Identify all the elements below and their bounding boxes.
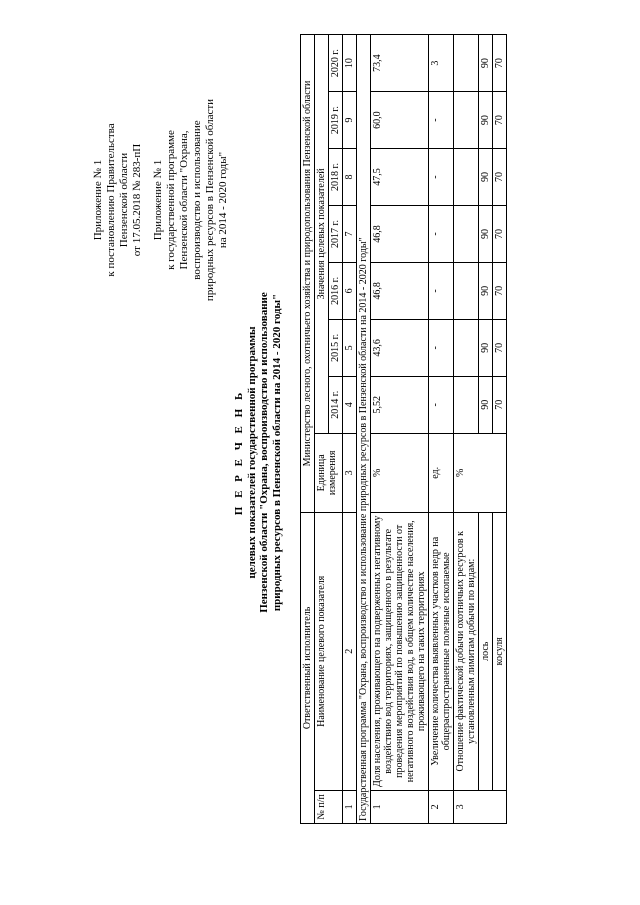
header-year: 2020 г. <box>329 35 343 92</box>
unit: % <box>454 433 507 512</box>
value-cell: 70 <box>493 35 507 92</box>
document-title <box>233 0 283 905</box>
column-number: 9 <box>343 92 357 149</box>
value-cell: - <box>429 262 454 319</box>
indicator-name: Доля населения, проживающего на подверженных негативному воздействию вод территориях, защищенного в результате проведения мероприятий по повышению защищенности от негативного воздействия вод, в общем количестве населения, проживающего на таких территориях <box>371 512 429 790</box>
header-year: 2016 г. <box>329 262 343 319</box>
appendix-line: Приложение № 1 <box>92 159 104 241</box>
column-number-row <box>343 35 357 824</box>
header-year: 2018 г. <box>329 149 343 206</box>
value-cell: 43,6 <box>371 319 429 376</box>
header-number: № п/п <box>315 790 343 823</box>
column-number: 5 <box>343 319 357 376</box>
value-cell: 70 <box>493 206 507 263</box>
header-year: 2015 г. <box>329 319 343 376</box>
value-cell: 70 <box>493 262 507 319</box>
header-unit: Единица измерения <box>315 433 343 512</box>
appendix-line: к государственной программе <box>165 130 177 270</box>
value-cell: 73,4 <box>371 35 429 92</box>
value-cell <box>454 319 479 376</box>
value-cell: 90 <box>479 35 493 92</box>
header-indicator-name: Наименование целевого показателя <box>315 512 343 790</box>
appendix-line: Пензенской области "Охрана, <box>178 130 190 270</box>
table-row <box>371 35 429 824</box>
column-number: 4 <box>343 376 357 433</box>
value-cell: - <box>429 319 454 376</box>
value-cell: 46,8 <box>371 206 429 263</box>
value-cell: - <box>429 149 454 206</box>
value-cell: 70 <box>493 319 507 376</box>
appendix-line: Пензенской области <box>118 152 130 248</box>
appendix-line: природных ресурсов в Пензенской области <box>204 98 216 302</box>
value-cell <box>454 376 479 433</box>
value-cell: 90 <box>479 376 493 433</box>
value-cell: 70 <box>493 376 507 433</box>
value-cell: 90 <box>479 149 493 206</box>
table-row <box>479 35 493 824</box>
header-year: 2017 г. <box>329 206 343 263</box>
column-number: 8 <box>343 149 357 206</box>
appendix-header-program <box>152 85 230 315</box>
value-cell: 5,52 <box>371 376 429 433</box>
column-number: 6 <box>343 262 357 319</box>
row-number: 3 <box>454 790 507 823</box>
title-line: целевых показателей государственной программы <box>245 326 258 579</box>
value-cell: 70 <box>493 92 507 149</box>
table-row <box>429 35 454 824</box>
value-cell: 70 <box>493 149 507 206</box>
appendix-line: от 17.05.2018 № 283-пП <box>131 143 143 257</box>
column-number: 10 <box>343 35 357 92</box>
responsible-value: Министерство лесного, охотничьего хозяйства и природопользования Пензенской области <box>301 35 315 513</box>
value-cell <box>454 262 479 319</box>
title-line: П Е Р Е Ч Е Н Ь <box>233 389 245 516</box>
appendix-line: Приложение № 1 <box>152 159 164 241</box>
title-line: природных ресурсов в Пензенской области на 2014 - 2020 годы" <box>270 293 283 612</box>
program-row: Государственная программа "Охрана, воспроизводство и использование природных ресурсов в Пензенской области на 2014 - 2020 годы" <box>357 35 371 824</box>
row-number: 2 <box>429 790 454 823</box>
value-cell: 3 <box>429 35 454 92</box>
row-number: 1 <box>371 790 429 823</box>
value-cell: 90 <box>479 92 493 149</box>
value-cell: - <box>429 92 454 149</box>
column-number: 1 <box>343 790 357 823</box>
header-year: 2019 г. <box>329 92 343 149</box>
value-cell: 90 <box>479 262 493 319</box>
value-cell: 90 <box>479 206 493 263</box>
value-cell: 90 <box>479 319 493 376</box>
appendix-line: воспроизводство и использование <box>191 120 203 280</box>
indicator-name: Отношение фактической добычи охотничьих ресурсов к установленным лимитам добычи по видам: <box>454 512 479 790</box>
value-cell: 60,0 <box>371 92 429 149</box>
value-cell <box>454 206 479 263</box>
value-cell: - <box>429 376 454 433</box>
header-values: Значения целевых показателей <box>315 35 329 434</box>
indicator-name: косуля <box>493 512 507 790</box>
indicator-name: Увеличение количества выявленных участков недр на общераспространенные полезные ископаемые <box>429 512 454 790</box>
table-row <box>493 35 507 824</box>
value-cell <box>454 149 479 206</box>
value-cell: - <box>429 206 454 263</box>
responsible-label: Ответственный исполнитель <box>301 512 315 823</box>
column-number: 2 <box>343 512 357 790</box>
column-number: 3 <box>343 433 357 512</box>
table-row <box>454 35 479 824</box>
indicators-table <box>300 34 507 824</box>
indicator-name: лось <box>479 512 493 790</box>
title-line: Пензенской области "Охрана, воспроизводство и использование <box>258 292 270 613</box>
value-cell <box>454 92 479 149</box>
column-number: 7 <box>343 206 357 263</box>
appendix-header-decree <box>92 85 144 315</box>
unit: ед. <box>429 433 454 512</box>
appendix-line: к постановлению Правительства <box>105 123 117 277</box>
unit: % <box>371 433 429 512</box>
value-cell: 47,5 <box>371 149 429 206</box>
value-cell <box>454 35 479 92</box>
header-year: 2014 г. <box>329 376 343 433</box>
value-cell: 46,8 <box>371 262 429 319</box>
appendix-line: на 2014 - 2020 годы" <box>217 151 229 249</box>
